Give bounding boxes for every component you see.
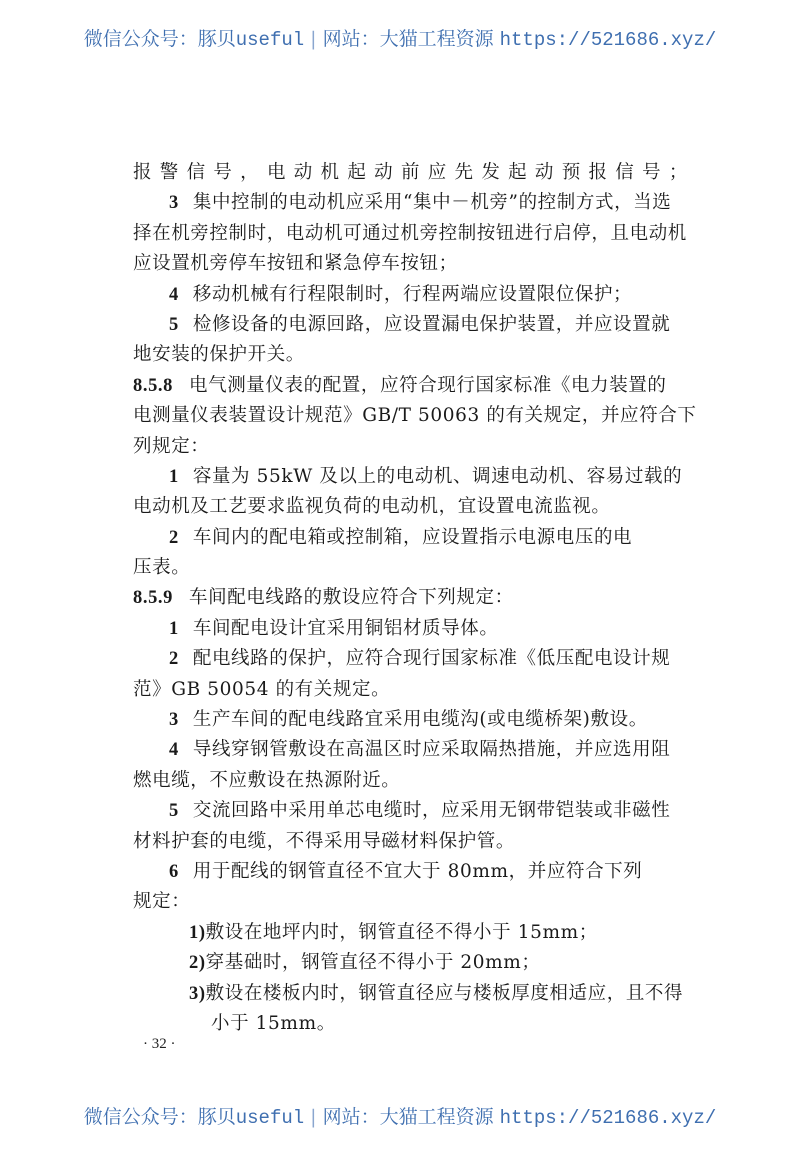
paragraph-line: 压表。 (133, 557, 191, 579)
watermark-wechat-label: 微信公众号：豚贝 (83, 1106, 236, 1128)
list-item-4: 4 导线穿钢管敷设在高温区时应采取隔热措施，并应选用阻 (169, 739, 671, 761)
paragraph-line: 材料护套的电缆，不得采用导磁材料保护管。 (133, 830, 516, 852)
watermark-separator: | (310, 28, 317, 50)
list-item-5: 5 检修设备的电源回路，应设置漏电保护装置，并应设置就 (169, 313, 671, 335)
list-item-2: 2 配电线路的保护，应符合现行国家标准《低压配电设计规 (169, 648, 671, 670)
section-8-5-8: 8.5.8 电气测量仪表的配置，应符合现行国家标准《电力装置的 (133, 374, 667, 396)
paragraph-line: 电测量仪表装置设计规范》GB/T 50063 的有关规定，并应符合下 (133, 405, 697, 427)
sub-item-2: 2)穿基础时，钢管直径不得小于 20mm； (189, 952, 541, 974)
page-number: · 32 · (143, 1036, 176, 1052)
paragraph-line: 择在机旁控制时，电动机可通过机旁控制按钮进行启停，且电动机 (133, 222, 687, 244)
list-item-3: 3 生产车间的配电线路宜采用电缆沟(或电缆桥架)敷设。 (169, 709, 648, 731)
list-item-6: 6 用于配线的钢管直径不宜大于 80mm，并应符合下列 (169, 860, 643, 882)
list-item-1: 1 容量为 55kW 及以上的电动机、调速电动机、容易过载的 (169, 465, 683, 487)
list-item-4: 4 移动机械有行程限制时，行程两端应设置限位保护； (169, 283, 633, 305)
watermark-separator: | (310, 1106, 317, 1128)
section-8-5-9: 8.5.9 车间配电线路的敷设应符合下列规定： (133, 587, 514, 609)
watermark-top (0, 24, 800, 51)
watermark-wechat-name: useful (235, 1107, 305, 1129)
list-item-3: 3 集中控制的电动机应采用“集中－机旁”的控制方式，当选 (169, 192, 672, 214)
list-item-2: 2 车间内的配电箱或控制箱，应设置指示电源电压的电 (169, 526, 633, 548)
watermark-site-label: 网站：大猫工程资源 (322, 28, 494, 50)
watermark-bottom (0, 1102, 800, 1129)
document-body (133, 158, 697, 1039)
watermark-wechat-label: 微信公众号：豚贝 (83, 28, 236, 50)
sub-item-3: 3)敷设在楼板内时，钢管直径应与楼板厚度相适应，且不得 (189, 982, 684, 1004)
paragraph-line: 规定： (133, 891, 191, 913)
paragraph-line: 小于 15mm。 (211, 1012, 336, 1034)
paragraph-line: 应设置机旁停车按钮和紧急停车按钮； (133, 253, 458, 275)
list-item-5: 5 交流回路中采用单芯电缆时，应采用无钢带铠装或非磁性 (169, 800, 671, 822)
paragraph-line: 报警信号，电动机起动前应先发起动预报信号； (133, 162, 688, 183)
watermark-site-url[interactable]: https://521686.xyz/ (499, 1107, 717, 1129)
sub-item-1: 1)敷设在地坪内时，钢管直径不得小于 15mm； (189, 921, 598, 943)
watermark-wechat-name: useful (235, 29, 305, 51)
paragraph-line: 列规定： (133, 435, 210, 457)
paragraph-line: 地安装的保护开关。 (133, 344, 305, 366)
list-item-1: 1 车间配电设计宜采用铜铝材质导体。 (169, 617, 499, 639)
watermark-site-label: 网站：大猫工程资源 (322, 1106, 494, 1128)
watermark-site-url[interactable]: https://521686.xyz/ (499, 29, 717, 51)
paragraph-line: 范》GB 50054 的有关规定。 (133, 678, 391, 700)
paragraph-line: 燃电缆，不应敷设在热源附近。 (133, 769, 401, 791)
paragraph-line: 电动机及工艺要求监视负荷的电动机，宜设置电流监视。 (133, 496, 611, 518)
